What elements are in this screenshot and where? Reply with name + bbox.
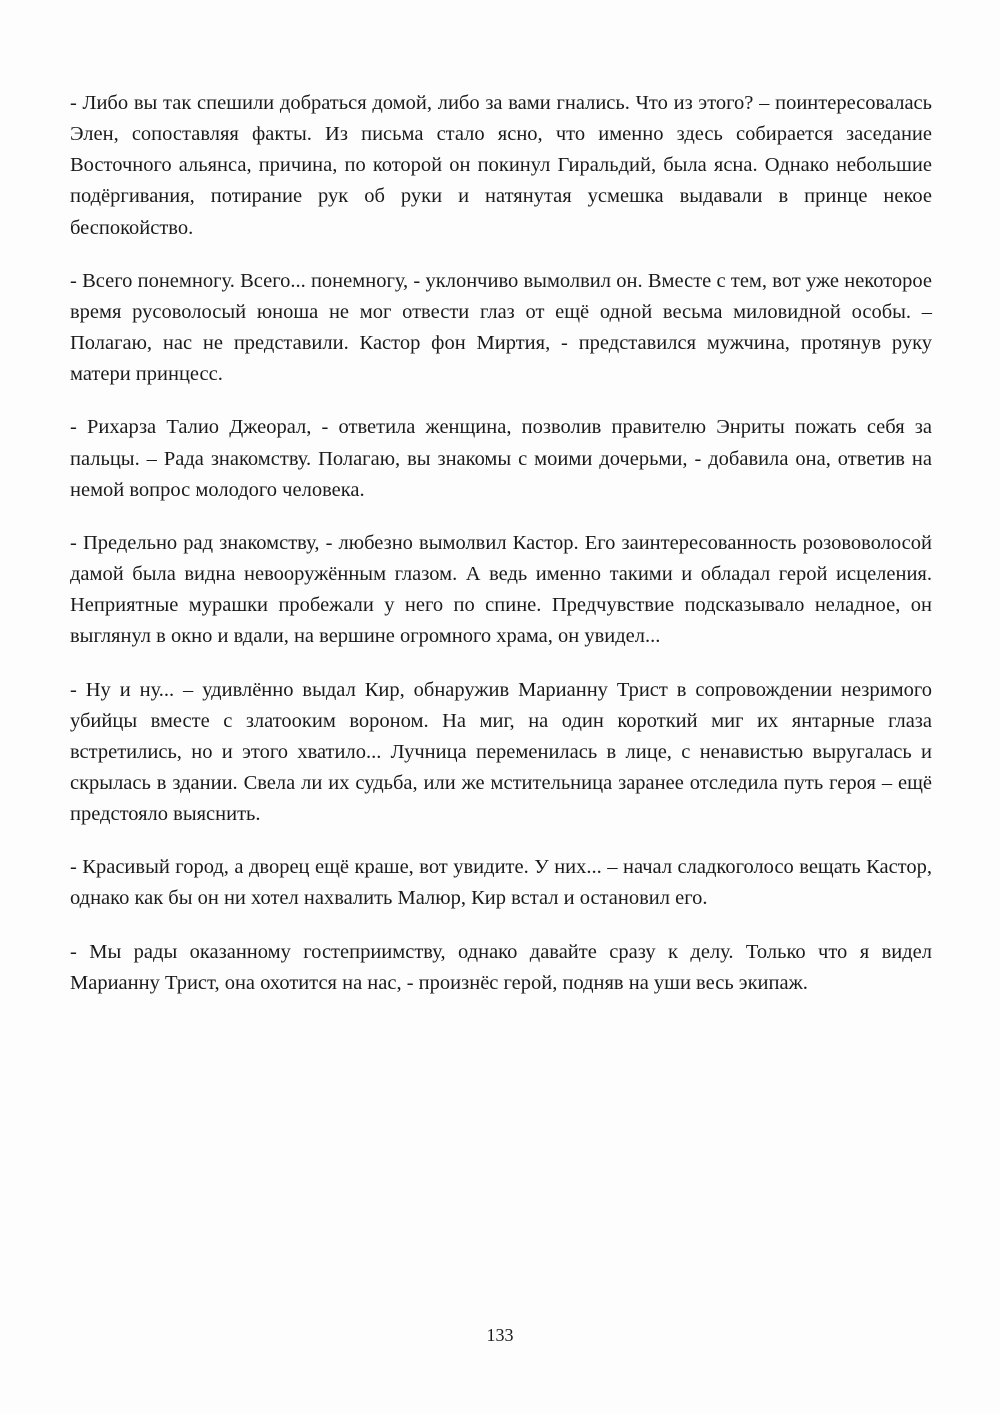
page-text-body: [70, 88, 932, 999]
page-number: 133: [486, 1325, 514, 1345]
paragraph: - Ну и ну... – удивлённо выдал Кир, обнаружив Марианну Трист в сопровождении незримого убийцы вместе с златооким вороном. На миг, на один короткий миг их янтарные глаза встретились, но и этого хватило... Лучница переменилась в лице, с ненавистью выругалась и скрылась в здании. Свела ли их судьба, или же мстительница заранее отследила путь героя – ещё предстояло выяснить.: [70, 678, 932, 826]
paragraph: - Либо вы так спешили добраться домой, либо за вами гнались. Что из этого? – поинтересовалась Элен, сопоставляя факты. Из письма стало ясно, что именно здесь собирается заседание Восточного альянса, причина, по которой он покинул Гиральдий, была ясна. Однако небольшие подёргивания, потирание рук об руки и натянутая усмешка выдавали в принце некое беспокойство.: [70, 92, 932, 239]
paragraph: - Мы рады оказанному гостеприимству, однако давайте сразу к делу. Только что я видел Марианну Трист, она охотится на нас, - произнёс герой, подняв на уши весь экипаж.: [70, 940, 932, 994]
paragraph: - Рихарза Талио Джеорал, - ответила женщина, позволив правителю Энриты пожать себя за пальцы. – Рада знакомству. Полагаю, вы знакомы с моими дочерьми, - добавила она, ответив на немой вопрос молодого человека.: [70, 416, 932, 501]
paragraph: - Красивый город, а дворец ещё краше, вот увидите. У них... – начал сладкоголосо вещать Кастор, однако как бы он ни хотел нахвалить Малюр, Кир встал и остановил его.: [70, 856, 932, 910]
paragraph: - Предельно рад знакомству, - любезно вымолвил Кастор. Его заинтересованность розововолосой дамой была видна невооружённым глазом. А ведь именно такими и обладал герой исцеления. Неприятные мурашки пробежали у него по спине. Предчувствие подсказывало неладное, он выглянул в окно и вдали, на вершине огромного храма, он увидел...: [70, 531, 932, 648]
paragraph: - Всего понемногу. Всего... понемногу, - уклончиво вымолвил он. Вместе с тем, вот уже некоторое время русоволосый юноша не мог отвести глаз от ещё одной весьма миловидной особы. – Полагаю, нас не представили. Кастор фон Миртия, - представился мужчина, протянув руку матери принцесс.: [70, 269, 932, 386]
